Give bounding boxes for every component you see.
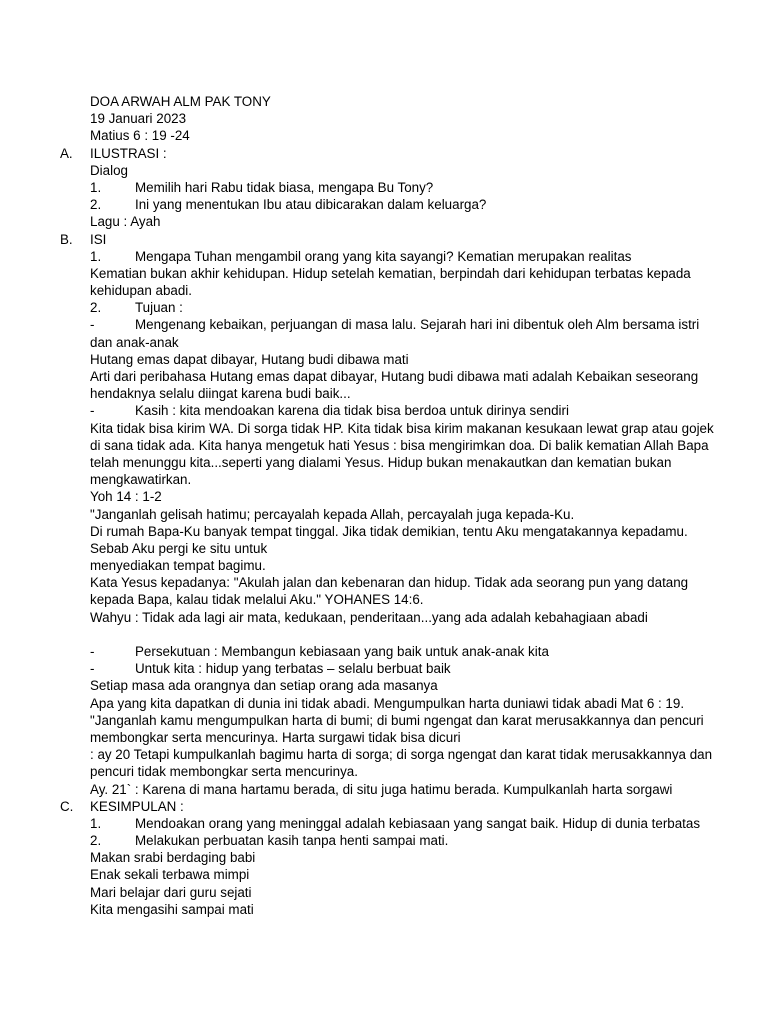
bullet-item xyxy=(0,643,768,660)
bullet-mark: - xyxy=(90,317,95,333)
section-heading: KESIMPULAN : xyxy=(90,798,184,814)
paragraph-line: pencuri tidak membongkar serta mencurinya. xyxy=(90,764,358,780)
section-marker: B. xyxy=(60,231,73,247)
list-number: 1. xyxy=(90,248,102,264)
poem-line: Enak sekali terbawa mimpi xyxy=(90,867,250,883)
list-item xyxy=(0,815,768,832)
paragraph-line: Setiap masa ada orangnya dan setiap orang ada masanya xyxy=(90,678,438,694)
list-item xyxy=(0,196,768,213)
paragraph-line: Ay. 21` : Karena di mana hartamu berada, di situ juga hatimu berada. Kumpulkanlah harta sorgawi xyxy=(90,781,673,797)
scripture-reference: Matius 6 : 19 -24 xyxy=(90,128,190,144)
paragraph-line: Wahyu : Tidak ada lagi air mata, kedukaan, penderitaan...yang ada adalah kebahagiaan abadi xyxy=(90,609,648,625)
paragraph-line: "Janganlah kamu mengumpulkan harta di bumi; di bumi ngengat dan karat merusakkannya dan pencuri xyxy=(90,712,704,728)
paragraph-line: menyediakan tempat bagimu. xyxy=(90,558,266,574)
paragraph-line: Apa yang kita dapatkan di dunia ini tidak abadi. Mengumpulkan harta duniawi tidak abadi Mat 6 : 19. xyxy=(90,695,685,711)
bullet-mark: - xyxy=(90,644,95,659)
song-line: Lagu : Ayah xyxy=(90,214,161,230)
list-text: Mendoakan orang yang meninggal adalah kebiasaan yang sangat baik. Hidup di dunia terbatas xyxy=(135,815,701,831)
list-number: 2. xyxy=(90,300,102,316)
bullet-item xyxy=(0,660,768,677)
paragraph-line: Hutang emas dapat dibayar, Hutang budi dibawa mati xyxy=(90,351,409,367)
paragraph-line: mengkawatirkan. xyxy=(90,472,192,488)
poem-line: Makan srabi berdaging babi xyxy=(90,850,256,866)
list-text: Tujuan : xyxy=(135,300,183,316)
section-heading: ISI xyxy=(90,231,107,247)
section-heading: ILUSTRASI : xyxy=(90,145,167,161)
poem-line: Mari belajar dari guru sejati xyxy=(90,884,252,900)
paragraph-line: kepada Bapa, kalau tidak melalui Aku." YOHANES 14:6. xyxy=(90,592,424,608)
section-marker: A. xyxy=(60,145,73,161)
section-c-heading-line xyxy=(0,798,768,815)
bullet-mark: - xyxy=(90,661,95,677)
paragraph-line: membongkar serta mencurinya. Harta surgawi tidak bisa dicuri xyxy=(90,729,461,745)
list-number: 2. xyxy=(90,197,102,213)
section-marker: C. xyxy=(60,798,74,814)
bullet-text: Mengenang kebaikan, perjuangan di masa lalu. Sejarah hari ini dibentuk oleh Alm bersama istri xyxy=(135,317,700,333)
list-item xyxy=(0,248,768,265)
paragraph-line: Kata Yesus kepadanya: "Akulah jalan dan kebenaran dan hidup. Tidak ada seorang pun yang datang xyxy=(90,575,689,591)
paragraph-line: Kematian bukan akhir kehidupan. Hidup setelah kematian, berpindah dari kehidupan terbatas kepada xyxy=(90,265,691,281)
document-date: 19 Januari 2023 xyxy=(90,111,187,127)
blank-line xyxy=(0,626,768,643)
list-number: 2. xyxy=(90,833,102,849)
bullet-mark: - xyxy=(90,403,95,419)
paragraph-line: kehidupan abadi. xyxy=(90,283,193,299)
list-item xyxy=(0,299,768,316)
dialog-label: Dialog xyxy=(90,162,128,178)
list-item xyxy=(0,832,768,849)
verse-reference: Yoh 14 : 1-2 xyxy=(90,489,162,505)
bullet-text: Persekutuan : Membangun kebiasaan yang baik untuk anak-anak kita xyxy=(135,644,549,659)
paragraph-line: hendaknya selalu diingat karena budi baik... xyxy=(90,386,351,402)
paragraph-line: dan anak-anak xyxy=(90,334,179,350)
section-a-heading-line xyxy=(0,145,768,162)
paragraph-line: "Janganlah gelisah hatimu; percayalah kepada Allah, percayalah juga kepada-Ku. xyxy=(90,506,575,522)
list-number: 1. xyxy=(90,179,102,195)
paragraph-line: di sana tidak ada. Kita hanya mengetuk hati Yesus : bisa mengirimkan doa. Di balik kematian Allah Bapa xyxy=(90,437,709,453)
paragraph-line: telah menunggu kita...seperti yang dialami Yesus. Hidup bukan menakautkan dan kematian bukan xyxy=(90,454,672,470)
section-b-heading-line xyxy=(0,231,768,248)
list-item xyxy=(0,179,768,196)
document-body xyxy=(0,93,768,918)
poem-line: Kita mengasihi sampai mati xyxy=(90,901,254,917)
paragraph-line: Arti dari peribahasa Hutang emas dapat dibayar, Hutang budi dibawa mati adalah Kebaikan seseorang xyxy=(90,369,699,384)
list-number: 1. xyxy=(90,815,102,831)
bullet-item xyxy=(0,402,768,419)
list-text: Melakukan perbuatan kasih tanpa henti sampai mati. xyxy=(135,833,449,849)
bullet-item xyxy=(0,316,768,333)
document-title: DOA ARWAH ALM PAK TONY xyxy=(90,94,271,109)
paragraph-line: Sebab Aku pergi ke situ untuk xyxy=(90,540,268,556)
paragraph-line: : ay 20 Tetapi kumpulkanlah bagimu harta di sorga; di sorga ngengat dan karat tidak merusakkannya dan xyxy=(90,747,713,763)
list-text: Mengapa Tuhan mengambil orang yang kita sayangi? Kematian merupakan realitas xyxy=(135,248,632,264)
bullet-text: Untuk kita : hidup yang terbatas – selalu berbuat baik xyxy=(135,661,451,677)
list-text: Ini yang menentukan Ibu atau dibicarakan dalam keluarga? xyxy=(135,197,487,213)
list-text: Memilih hari Rabu tidak biasa, mengapa Bu Tony? xyxy=(135,179,434,195)
paragraph-line: Di rumah Bapa-Ku banyak tempat tinggal. Jika tidak demikian, tentu Aku mengatakannya kepadamu. xyxy=(90,523,688,539)
paragraph-line: Kita tidak bisa kirim WA. Di sorga tidak HP. Kita tidak bisa kirim makanan kesukaan lewat grap atau gojek xyxy=(90,420,714,436)
bullet-text: Kasih : kita mendoakan karena dia tidak bisa berdoa untuk dirinya sendiri xyxy=(135,403,569,419)
